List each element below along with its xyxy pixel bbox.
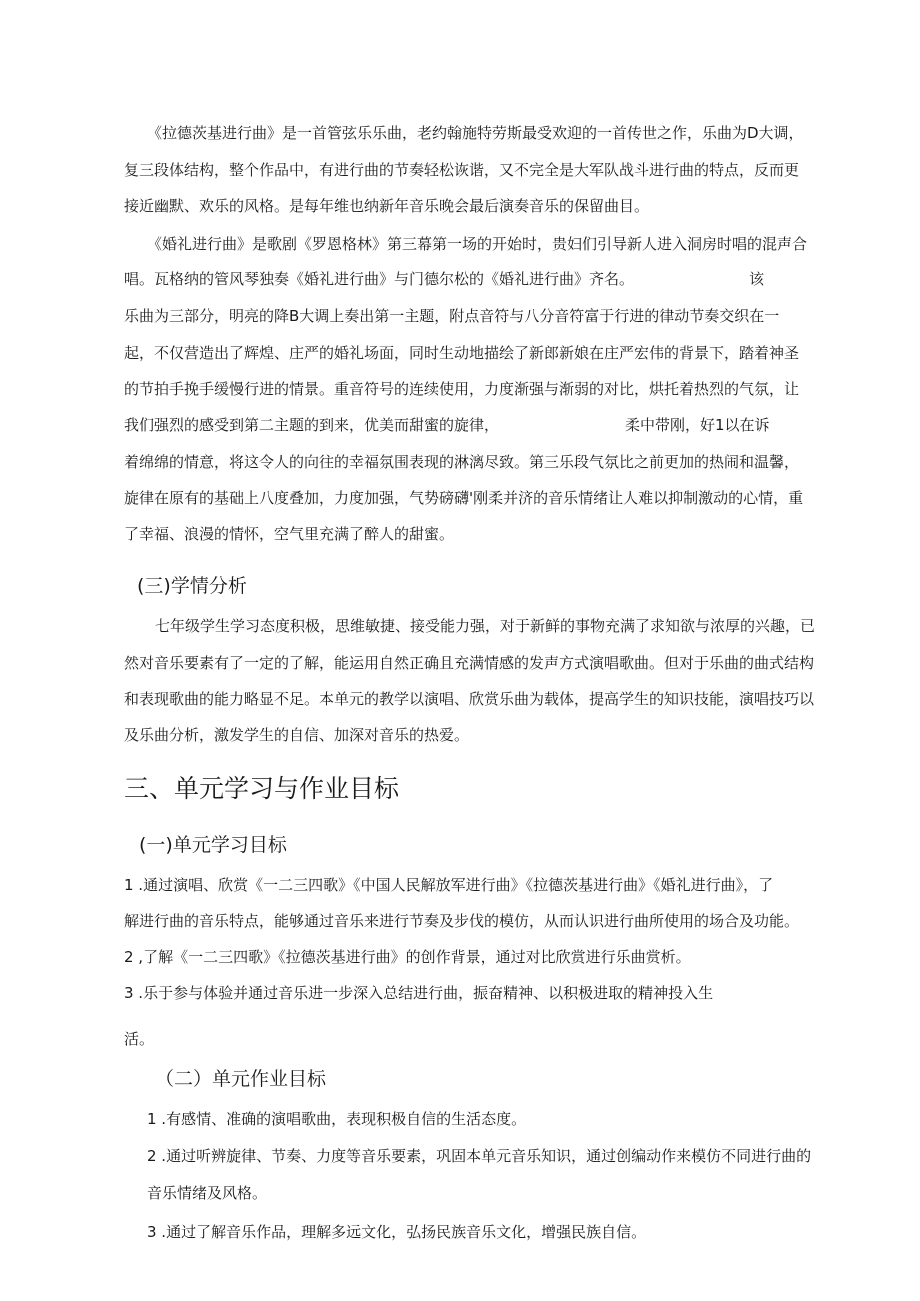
student-analysis-line-2: 然对音乐要素有了一定的了解，能运用自然正确且充满情感的发声方式演唱歌曲。但对于乐曲的曲式结构	[124, 654, 815, 672]
paragraph-wedding-line-7: 着绵绵的情意，将这令人的向往的幸福氛围表现的淋漓尽致。第三乐段气氛比之前更加的热闹和温馨，	[124, 453, 800, 471]
student-analysis-line-4: 及乐曲分析，激发学生的自信、加深对音乐的热爱。	[124, 726, 470, 744]
paragraph-wedding-line-4: 起，不仅营造出了辉煌、庄严的婚礼场面，同时生动地描绘了新郎新娘在庄严宏伟的背景下，踏着神圣	[124, 344, 800, 362]
paragraph-wedding-line-9: 了幸福、浪漫的情怀，空气里充满了醉人的甜蜜。	[124, 525, 455, 543]
chapter-heading-goals: 三、单元学习与作业目标	[124, 774, 400, 803]
homework-goal-line-3: 音乐情绪及风格。	[147, 1184, 268, 1202]
paragraph-wedding-line-2: 唱。瓦格纳的管风琴独奏《婚礼进行曲》与门德尔松的《婚礼进行曲》齐名。	[124, 270, 635, 288]
section-heading-learning-goals: (一)单元学习目标	[139, 834, 287, 856]
learning-goal-line-4: 3 .乐于参与体验并通过音乐进一步深入总结进行曲，振奋精神、以积极进取的精神投入生	[124, 984, 714, 1002]
learning-goal-line-3: 2 ,了解《一二三四歌》《拉德茨基进行曲》的创作背景，通过对比欣赏进行乐曲赏析。	[124, 948, 691, 966]
homework-goal-line-4: 3 .通过了解音乐作品，理解多远文化，弘扬民族音乐文化，增强民族自信。	[147, 1223, 647, 1241]
learning-goal-line-1: 1 .通过演唱、欣赏《一二三四歌》《中国人民解放军进行曲》《拉德茨基进行曲》《婚礼进行曲》，了	[124, 876, 774, 894]
student-analysis-line-1: 七年级学生学习态度积极，思维敏捷、接受能力强，对于新鲜的事物充满了求知欲与浓厚的兴趣，已	[155, 617, 816, 635]
student-analysis-line-3: 和表现歌曲的能力略显不足。本单元的教学以演唱、欣赏乐曲为载体，提高学生的知识技能，演唱技巧以	[124, 690, 815, 708]
section-heading-student-analysis: (三)学情分析	[137, 575, 247, 597]
paragraph-wedding-gap-text-1: 该	[749, 270, 765, 288]
paragraph-wedding-line-3: 乐曲为三部分，明亮的降B大调上奏出第一主题，附点音符与八分音符富于行进的律动节奏交织在一	[124, 307, 780, 325]
paragraph-wedding-gap-text-2: 柔中带刚，好1以在诉	[625, 416, 770, 434]
paragraph-radetzky-line-3: 接近幽默、欢乐的风格。是每年维也纳新年音乐晚会最后演奏音乐的保留曲目。	[124, 197, 650, 215]
learning-goal-line-5: 活。	[124, 1030, 155, 1048]
paragraph-radetzky-line-1: 《拉德茨基进行曲》是一首管弦乐乐曲，老约翰施特劳斯最受欢迎的一首传世之作，乐曲为D大调，	[147, 124, 804, 142]
paragraph-wedding-line-8: 旋律在原有的基础上八度叠加，力度加强，气势磅礴'刚柔并济的音乐情绪让人难以抑制激动的心情，重	[124, 489, 804, 507]
homework-goal-line-2: 2 .通过听辨旋律、节奏、力度等音乐要素，巩固本单元音乐知识，通过创编动作来模仿不同进行曲的	[147, 1147, 812, 1165]
paragraph-radetzky-line-2: 复三段体结构，整个作品中，有进行曲的节奏轻松诙谐，又不完全是大军队战斗进行曲的特点，反而更	[124, 161, 800, 179]
paragraph-wedding-line-1: 《婚礼进行曲》是歌剧《罗恩格林》第三幕第一场的开始时，贵妇们引导新人进入洞房时唱的混声合	[147, 235, 808, 253]
paragraph-wedding-line-6: 我们强烈的感受到第二主题的到来，优美而甜蜜的旋律，	[124, 416, 500, 434]
section-heading-homework-goals: （二）单元作业目标	[155, 1068, 327, 1090]
paragraph-wedding-line-5: 的节拍手挽手缓慢行进的情景。重音符号的连续使用，力度渐强与渐弱的对比，烘托着热烈的气氛，让	[124, 380, 800, 398]
homework-goal-line-1: 1 .有感情、准确的演唱歌曲，表现积极自信的生活态度。	[147, 1110, 527, 1128]
learning-goal-line-2: 解进行曲的音乐特点，能够通过音乐来进行节奏及步伐的模仿，从而认识进行曲所使用的场合及功能。	[124, 912, 800, 930]
